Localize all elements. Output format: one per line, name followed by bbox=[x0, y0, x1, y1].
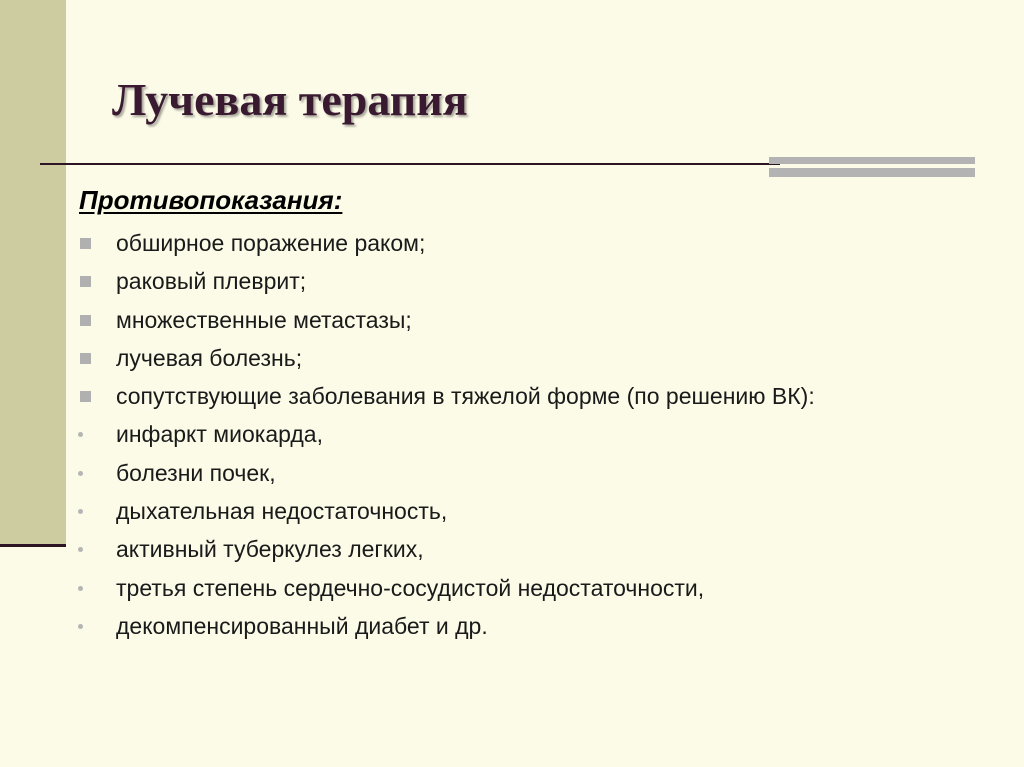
list-item bbox=[0, 607, 1000, 645]
slide-title: Лучевая терапия bbox=[112, 74, 468, 125]
list-item-text: сопутствующие заболевания в тяжелой форме (по решению ВК): bbox=[116, 383, 815, 410]
list-item-text: декомпенсированный диабет и др. bbox=[116, 612, 488, 639]
list-item-text: множественные метастазы; bbox=[116, 306, 412, 333]
list-item-text: дыхательная недостаточность, bbox=[116, 498, 448, 525]
contraindications-list bbox=[0, 224, 1000, 645]
dot-bullet-icon bbox=[78, 586, 83, 591]
list-item bbox=[0, 530, 1000, 568]
list-item bbox=[0, 377, 1000, 415]
title-accent-bands bbox=[769, 157, 975, 177]
contraindications-heading: Противопоказания: bbox=[79, 185, 343, 215]
dot-bullet-icon bbox=[78, 509, 83, 514]
list-item-text: болезни почек, bbox=[116, 459, 276, 486]
list-item-text: обширное поражение раком; bbox=[116, 230, 426, 256]
list-item bbox=[0, 262, 1000, 300]
dot-bullet-icon bbox=[78, 471, 83, 476]
list-item-text: лучевая болезнь; bbox=[116, 344, 303, 371]
title-divider-line bbox=[40, 163, 780, 165]
list-item bbox=[0, 224, 1000, 262]
square-bullet-icon bbox=[80, 276, 91, 287]
list-item-text: инфаркт миокарда, bbox=[116, 421, 323, 448]
accent-band-top bbox=[769, 157, 975, 164]
list-item bbox=[0, 415, 1000, 453]
list-item-text: активный туберкулез легких, bbox=[116, 536, 424, 563]
square-bullet-icon bbox=[80, 238, 91, 249]
list-item bbox=[0, 339, 1000, 377]
list-item-text: третья степень сердечно-сосудистой недостаточности, bbox=[116, 574, 705, 601]
list-item bbox=[0, 569, 1000, 607]
list-item-text: раковый плеврит; bbox=[116, 268, 307, 295]
dot-bullet-icon bbox=[78, 432, 83, 437]
dot-bullet-icon bbox=[78, 547, 83, 552]
accent-band-bottom bbox=[769, 168, 975, 177]
list-item bbox=[0, 454, 1000, 492]
dot-bullet-icon bbox=[78, 624, 83, 629]
list-item bbox=[0, 301, 1000, 339]
square-bullet-icon bbox=[80, 353, 91, 364]
square-bullet-icon bbox=[80, 315, 91, 326]
list-item bbox=[0, 492, 1000, 530]
square-bullet-icon bbox=[80, 391, 91, 402]
